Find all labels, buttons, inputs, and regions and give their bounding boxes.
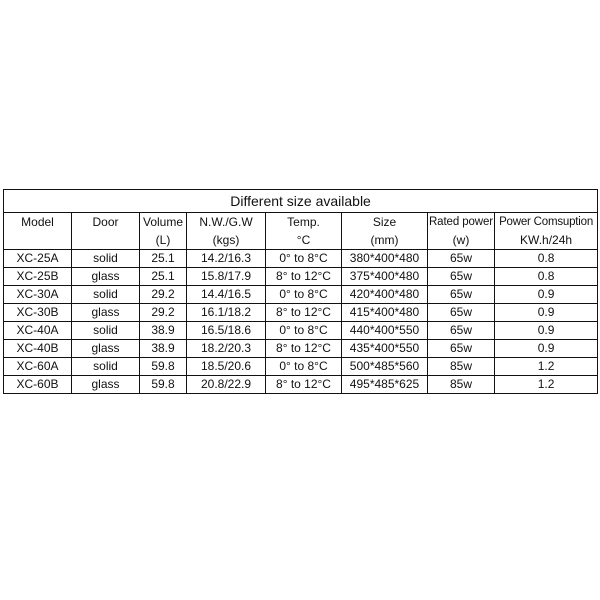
cell-weight: 14.2/16.3	[187, 250, 266, 268]
cell-model: XC-60B	[4, 376, 72, 394]
cell-model: XC-25A	[4, 250, 72, 268]
cell-weight: 18.5/20.6	[187, 358, 266, 376]
unit-temp: °C	[266, 232, 342, 250]
header-size: Size	[342, 213, 428, 233]
table-row	[4, 376, 598, 394]
unit-size: (mm)	[342, 232, 428, 250]
cell-size: 375*400*480	[342, 268, 428, 286]
cell-weight: 14.4/16.5	[187, 286, 266, 304]
cell-volume: 38.9	[140, 340, 187, 358]
cell-weight: 20.8/22.9	[187, 376, 266, 394]
cell-temp: 0° to 8°C	[266, 358, 342, 376]
cell-rated-power: 65w	[428, 340, 495, 358]
cell-size: 435*400*550	[342, 340, 428, 358]
table-row	[4, 322, 598, 340]
cell-temp: 8° to 12°C	[266, 268, 342, 286]
cell-power-consumption: 0.9	[495, 340, 598, 358]
cell-weight: 15.8/17.9	[187, 268, 266, 286]
cell-weight: 16.1/18.2	[187, 304, 266, 322]
header-rated-power: Rated power	[428, 213, 495, 233]
cell-power-consumption: 0.9	[495, 286, 598, 304]
header-row	[4, 213, 598, 233]
header-power-consumption: Power Comsuption	[495, 213, 598, 233]
cell-weight: 18.2/20.3	[187, 340, 266, 358]
cell-power-consumption: 1.2	[495, 376, 598, 394]
cell-rated-power: 65w	[428, 268, 495, 286]
cell-temp: 8° to 12°C	[266, 304, 342, 322]
cell-door: glass	[72, 304, 140, 322]
unit-model	[4, 232, 72, 250]
cell-model: XC-40B	[4, 340, 72, 358]
unit-door	[72, 232, 140, 250]
cell-rated-power: 85w	[428, 358, 495, 376]
cell-rated-power: 65w	[428, 250, 495, 268]
cell-rated-power: 85w	[428, 376, 495, 394]
cell-power-consumption: 0.8	[495, 268, 598, 286]
cell-power-consumption: 0.9	[495, 322, 598, 340]
header-temp: Temp.	[266, 213, 342, 233]
table-title-row	[4, 190, 598, 213]
cell-model: XC-25B	[4, 268, 72, 286]
cell-size: 495*485*625	[342, 376, 428, 394]
cell-rated-power: 65w	[428, 322, 495, 340]
cell-door: glass	[72, 376, 140, 394]
cell-size: 380*400*480	[342, 250, 428, 268]
cell-weight: 16.5/18.6	[187, 322, 266, 340]
cell-model: XC-60A	[4, 358, 72, 376]
cell-model: XC-40A	[4, 322, 72, 340]
cell-volume: 25.1	[140, 250, 187, 268]
units-row	[4, 232, 598, 250]
header-weight: N.W./G.W	[187, 213, 266, 233]
cell-door: glass	[72, 268, 140, 286]
cell-temp: 0° to 8°C	[266, 286, 342, 304]
table-row	[4, 268, 598, 286]
cell-volume: 29.2	[140, 286, 187, 304]
cell-door: solid	[72, 322, 140, 340]
cell-size: 500*485*560	[342, 358, 428, 376]
cell-volume: 59.8	[140, 358, 187, 376]
cell-temp: 0° to 8°C	[266, 322, 342, 340]
unit-weight: (kgs)	[187, 232, 266, 250]
cell-temp: 8° to 12°C	[266, 340, 342, 358]
cell-model: XC-30B	[4, 304, 72, 322]
cell-volume: 25.1	[140, 268, 187, 286]
table-row	[4, 250, 598, 268]
header-volume: Volume	[140, 213, 187, 233]
cell-rated-power: 65w	[428, 286, 495, 304]
header-model: Model	[4, 213, 72, 233]
cell-volume: 29.2	[140, 304, 187, 322]
unit-power-consumption: KW.h/24h	[495, 232, 598, 250]
cell-power-consumption: 0.9	[495, 304, 598, 322]
cell-door: solid	[72, 250, 140, 268]
cell-rated-power: 65w	[428, 304, 495, 322]
cell-size: 420*400*480	[342, 286, 428, 304]
cell-door: solid	[72, 358, 140, 376]
table-title: Different size available	[4, 190, 598, 213]
cell-power-consumption: 0.8	[495, 250, 598, 268]
table-row	[4, 340, 598, 358]
cell-temp: 8° to 12°C	[266, 376, 342, 394]
cell-size: 440*400*550	[342, 322, 428, 340]
cell-door: solid	[72, 286, 140, 304]
cell-model: XC-30A	[4, 286, 72, 304]
unit-volume: (L)	[140, 232, 187, 250]
cell-volume: 38.9	[140, 322, 187, 340]
cell-size: 415*400*480	[342, 304, 428, 322]
size-spec-table	[3, 189, 598, 394]
cell-power-consumption: 1.2	[495, 358, 598, 376]
cell-door: glass	[72, 340, 140, 358]
unit-rated-power: (w)	[428, 232, 495, 250]
table-row	[4, 286, 598, 304]
table-row	[4, 304, 598, 322]
header-door: Door	[72, 213, 140, 233]
cell-temp: 0° to 8°C	[266, 250, 342, 268]
cell-volume: 59.8	[140, 376, 187, 394]
table-row	[4, 358, 598, 376]
